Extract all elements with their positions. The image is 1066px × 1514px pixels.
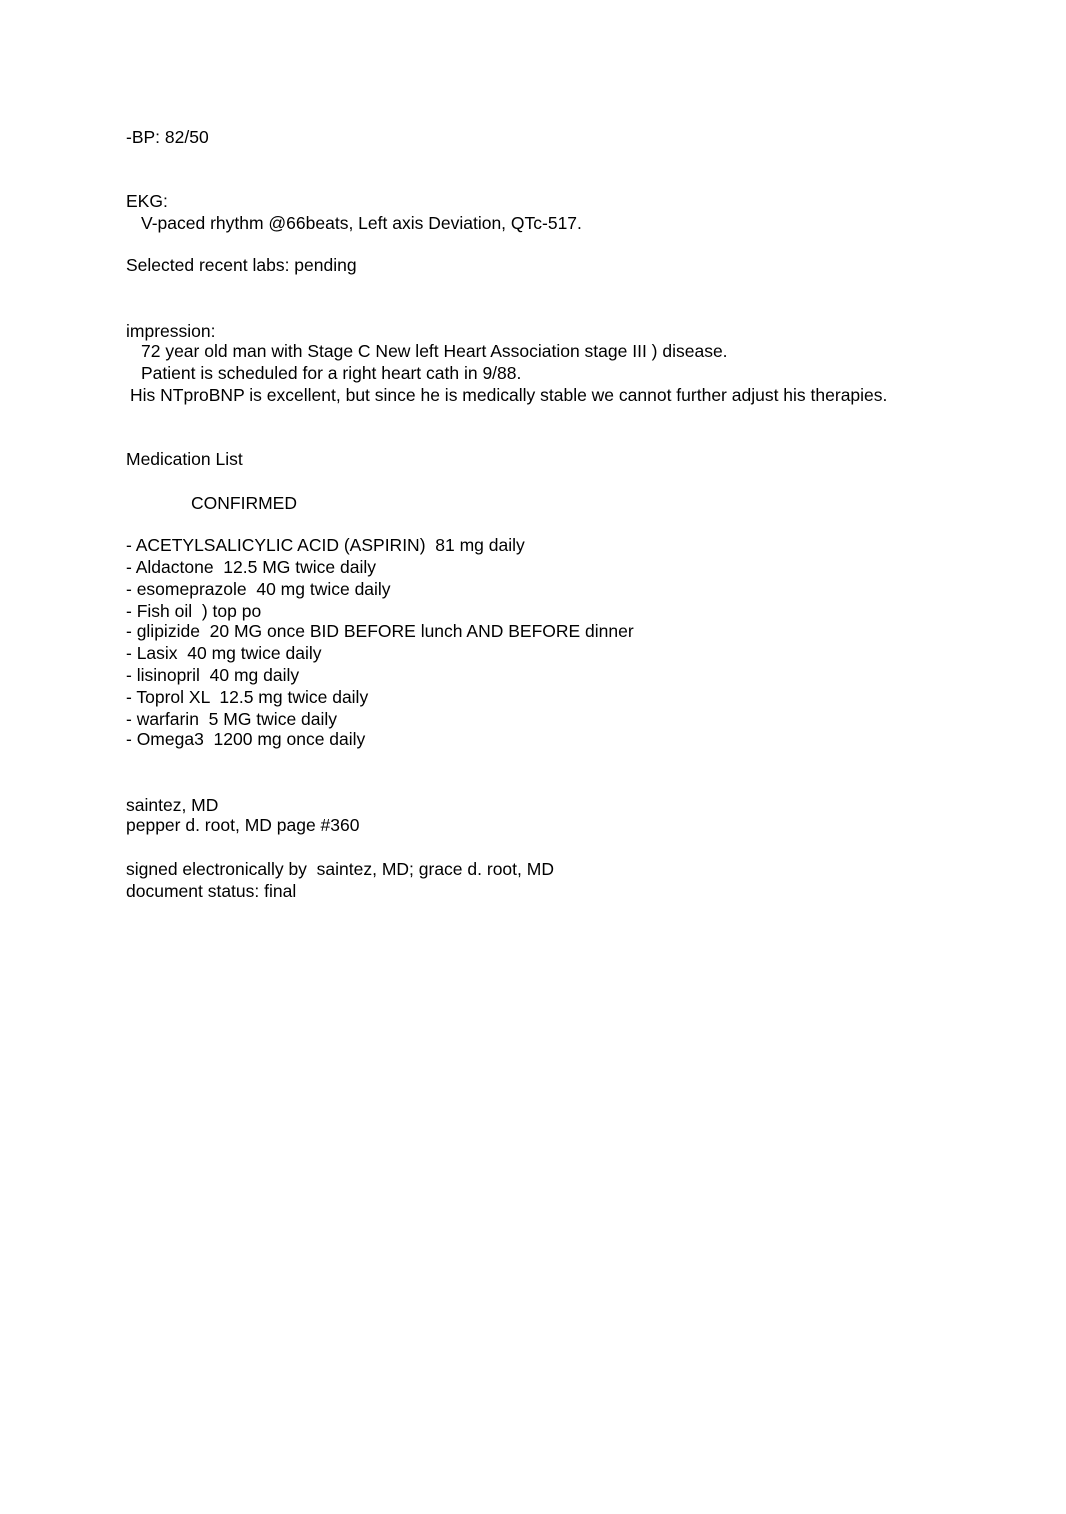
impression-line: Patient is scheduled for a right heart cath in 9/88. (141, 363, 522, 383)
medication-item: - Aldactone 12.5 MG twice daily (126, 557, 376, 577)
labs-text: Selected recent labs: pending (126, 255, 357, 275)
medication-item: - Toprol XL 12.5 mg twice daily (126, 687, 369, 707)
medication-list-heading: Medication List (126, 449, 243, 469)
document-status: document status: final (126, 881, 297, 901)
medication-item: - Fish oil ) top po (126, 601, 262, 621)
medication-item: - ACETYLSALICYLIC ACID (ASPIRIN) 81 mg daily (126, 535, 525, 555)
signature-line: pepper d. root, MD page #360 (126, 815, 360, 835)
medication-item: - Lasix 40 mg twice daily (126, 643, 322, 663)
medication-item: - Omega3 1200 mg once daily (126, 729, 366, 749)
impression-line: His NTproBNP is excellent, but since he is medically stable we cannot further adjust his therapies. (130, 385, 888, 405)
signature-line: saintez, MD (126, 795, 219, 815)
impression-heading: impression: (126, 321, 216, 341)
medication-status: CONFIRMED (191, 493, 297, 513)
ekg-text: V-paced rhythm @66beats, Left axis Deviation, QTc-517. (141, 213, 582, 233)
signed-electronically: signed electronically by saintez, MD; grace d. root, MD (126, 859, 554, 879)
bp-reading: -BP: 82/50 (126, 127, 209, 147)
impression-line: 72 year old man with Stage C New left Heart Association stage III ) disease. (141, 341, 728, 361)
ekg-heading: EKG: (126, 191, 168, 211)
medication-item: - esomeprazole 40 mg twice daily (126, 579, 391, 599)
medication-item: - warfarin 5 MG twice daily (126, 709, 338, 729)
medication-item: - lisinopril 40 mg daily (126, 665, 300, 685)
medication-item: - glipizide 20 MG once BID BEFORE lunch AND BEFORE dinner (126, 621, 634, 641)
